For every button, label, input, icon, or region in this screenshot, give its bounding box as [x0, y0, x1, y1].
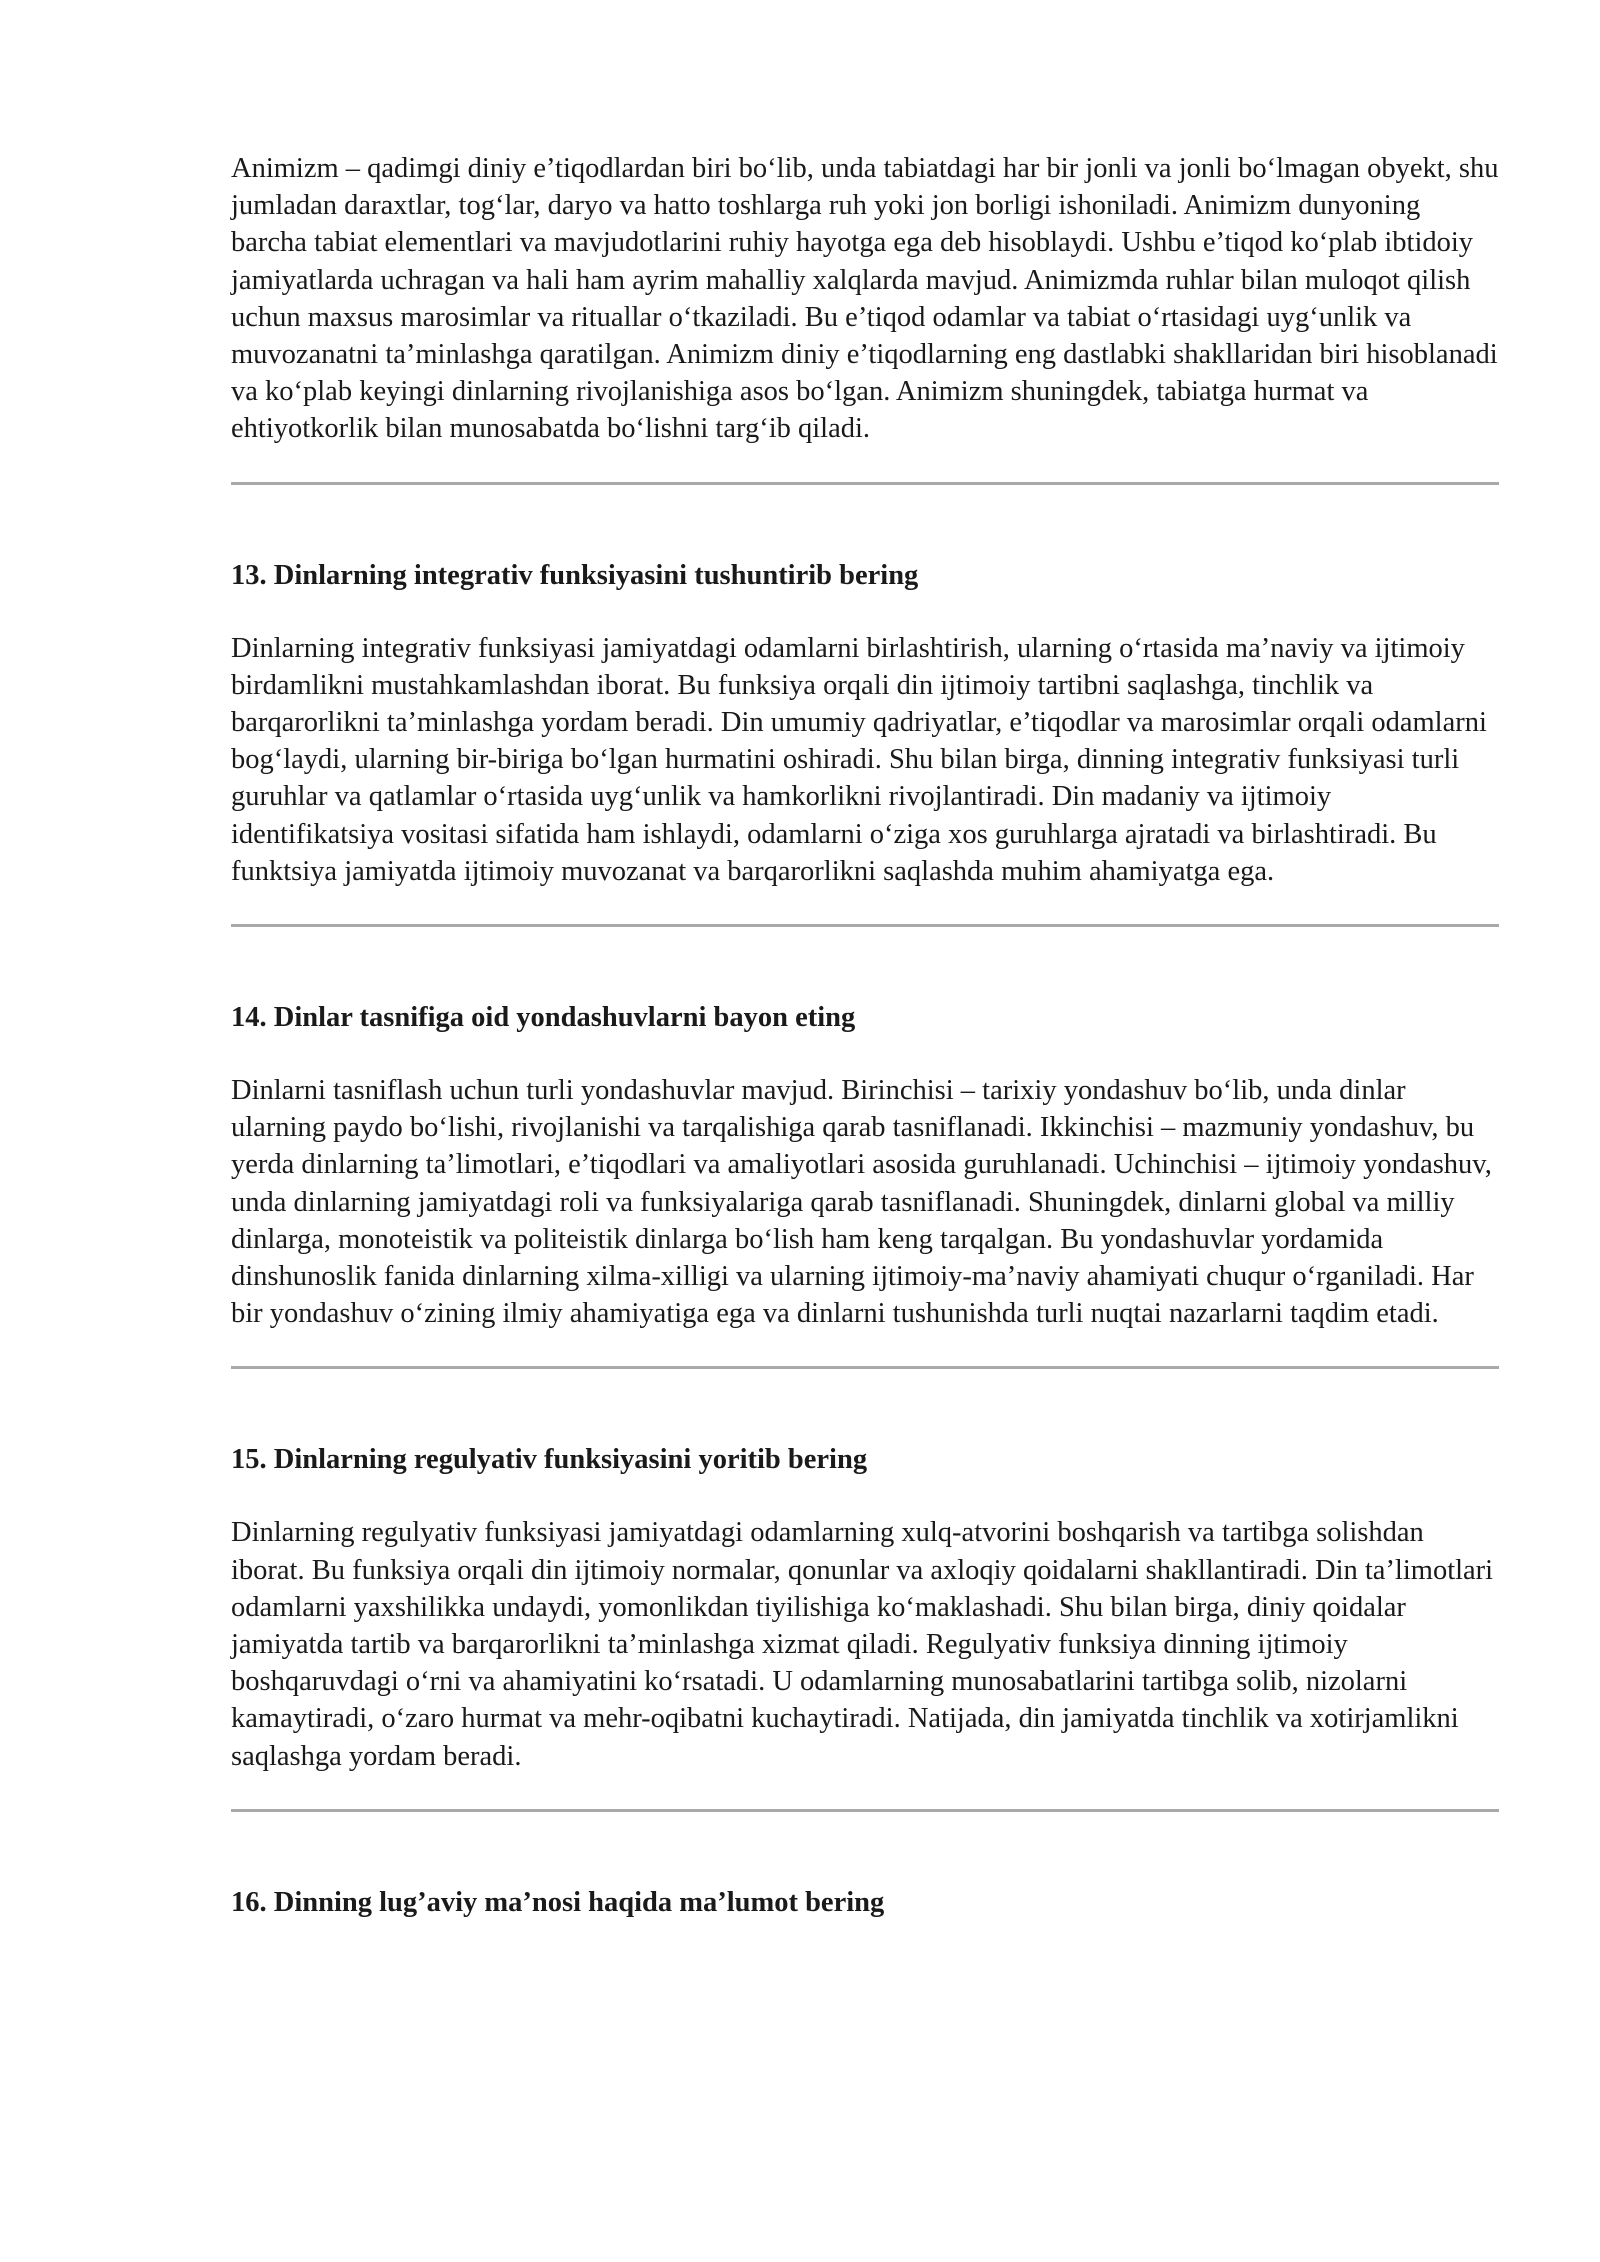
intro-paragraph: Animizm – qadimgi diniy e’tiqodlardan biri bo‘lib, unda tabiatdagi har bir jonli va jonli bo‘lmagan obyekt, shu jumladan daraxtlar, tog‘lar, daryo va hatto toshlarga ruh yoki jon borligi ishoniladi. Animizm dunyoning barcha tabiat elementlari va mavjudotlarini ruhiy hayotga ega deb hisoblaydi. Ushbu e’tiqod ko‘plab ibtidoiy jamiyatlarda uchragan va hali ham ayrim mahalliy xalqlarda mavjud. Animizmda ruhlar bilan muloqot qilish uchun maxsus marosimlar va rituallar o‘tkaziladi. Bu e’tiqod odamlar va tabiat o‘rtasidagi uyg‘unlik va muvozanatni ta’minlashga qaratilgan. Animizm diniy e’tiqodlarning eng dastlabki shakllaridan biri hisoblanadi va ko‘plab keyingi dinlarning rivojlanishiga asos bo‘lgan. Animizm shuningdek, tabiatga hurmat va ehtiyotkorlik bilan munosabatda bo‘lishni targ‘ib qiladi. [231, 153, 1499, 445]
section-body: Dinlarning integrativ funksiyasi jamiyatdagi odamlarni birlashtirish, ularning o‘rtasida ma’naviy va ijtimoiy birdamlikni mustahkamlashdan iborat. Bu funksiya orqali din ijtimoiy tartibni saqlashga, tinchlik va barqarorlikni ta’minlashga yordam beradi. Din umumiy qadriyatlar, e’tiqodlar va marosimlar orqali odamlarni bog‘laydi, ularning bir-biriga bo‘lgan hurmatini oshiradi. Shu bilan birga, dinning integrativ funksiyasi turli guruhlar va qatlamlar o‘rtasida uyg‘unlik va hamkorlikni rivojlantiradi. Din madaniy va ijtimoiy identifikatsiya vositasi sifatida ham ishlaydi, odamlarni o‘ziga xos guruhlarga ajratadi va birlashtiradi. Bu funktsiya jamiyatda ijtimoiy muvozanat va barqarorlikni saqlashda muhim ahamiyatga ega. [231, 632, 1487, 887]
section-15 [231, 1441, 1499, 1774]
section-body: Dinlarning regulyativ funksiyasi jamiyatdagi odamlarning xulq-atvorini boshqarish va tartibga solishdan iborat. Bu funksiya orqali din ijtimoiy normalar, qonunlar va axloqiy qoidalarni shakllantiradi. Din ta’limotlari odamlarni yaxshilikka undaydi, yomonlikdan tiyilishiga ko‘maklashadi. Shu bilan birga, diniy qoidalar jamiyatda tartib va barqarorlikni ta’minlashga xizmat qiladi. Regulyativ funksiya dinning ijtimoiy boshqaruvdagi o‘rni va ahamiyatini ko‘rsatadi. U odamlarning munosabatlarini tartibga solib, nizolarni kamaytiradi, o‘zaro hurmat va mehr-oqibatni kuchaytiradi. Natijada, din jamiyatda tinchlik va xotirjamlikni saqlashga yordam beradi. [231, 1517, 1494, 1772]
section-13 [231, 557, 1499, 890]
section-body: Dinlarni tasniflash uchun turli yondashuvlar mavjud. Birinchisi – tarixiy yondashuv bo‘lib, unda dinlar ularning paydo bo‘lishi, rivojlanishi va tarqalishiga qarab tasniflanadi. Ikkinchisi – mazmuniy yondashuv, bu yerda dinlarning ta’limotlari, e’tiqodlari va amaliyotlari asosida guruhlanadi. Uchinchisi – ijtimoiy yondashuv, unda dinlarning jamiyatdagi roli va funksiyalariga qarab tasniflanadi. Shuningdek, dinlarni global va milliy dinlarga, monoteistik va politeistik dinlarga bo‘lish ham keng tarqalgan. Bu yondashuvlar yordamida dinshunoslik fanida dinlarning xilma-xilligi va ularning ijtimoiy-ma’naviy ahamiyati chuqur o‘rganiladi. Har bir yondashuv o‘zining ilmiy ahamiyatiga ega va dinlarni tushunishda turli nuqtai nazarlarni taqdim etadi. [231, 1075, 1492, 1330]
final-section-heading: 16. Dinning lug’aviy ma’nosi haqida ma’lumot bering [231, 1886, 885, 1918]
document-page [231, 150, 1499, 1921]
section-heading: 14. Dinlar tasnifiga oid yondashuvlarni bayon eting [231, 1002, 856, 1034]
section-heading: 13. Dinlarning integrativ funksiyasini tushuntirib bering [231, 559, 919, 591]
section-14 [231, 999, 1499, 1332]
section-heading: 15. Dinlarning regulyativ funksiyasini yoritib bering [231, 1444, 868, 1476]
